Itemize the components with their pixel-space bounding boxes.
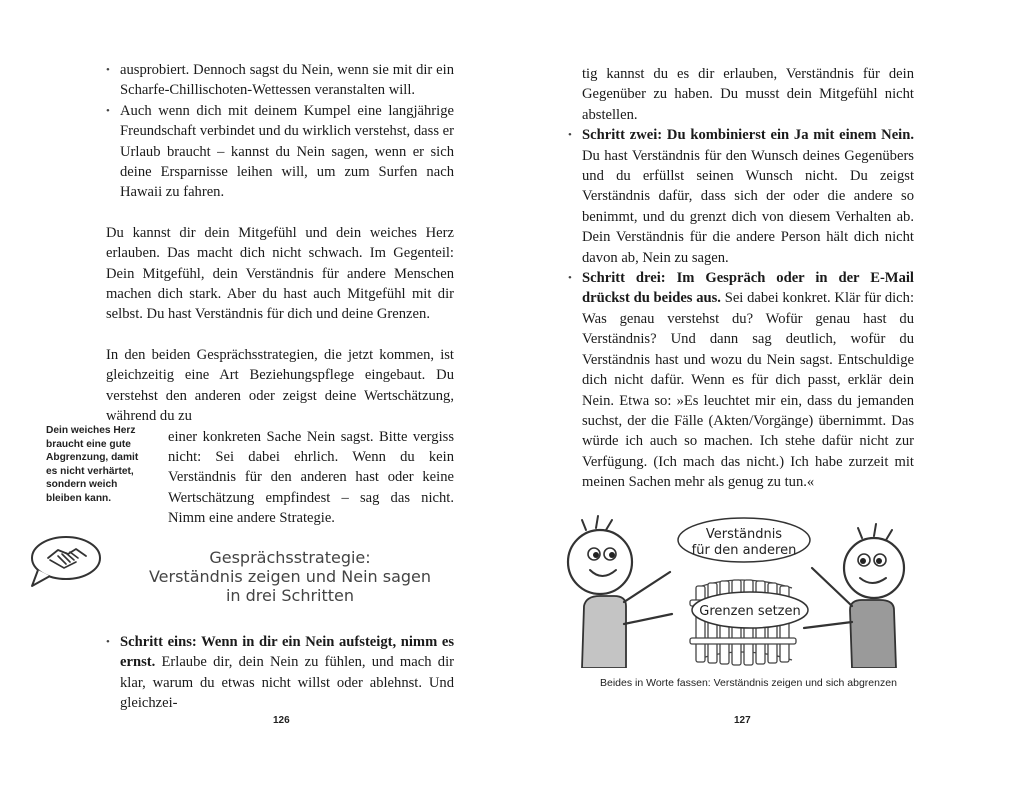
list-item [568, 125, 914, 268]
list-item-text: ausprobiert. Dennoch sagst du Nein, wenn sie mit dir ein Scharfe-Chillischoten-Wettessen veranstalten will. [120, 62, 454, 99]
margin-note: Dein weiches Herz braucht eine gute Abgrenzung, damit es nicht verhärtet, sondern weich bleiben kann. [46, 425, 139, 504]
heading-line: in drei Schritten [225, 586, 355, 605]
speech-bubble-understanding [678, 518, 810, 562]
page-number: 127 [734, 715, 751, 726]
list-item-text: Auch wenn dich mit deinem Kumpel eine langjährige Freundschaft verbindet und du wirklich verstehst, dass er Urlaub braucht – kannst du Nein sagen, wenn er sich deine Ersparnisse leihen will, um zum Surfen nach Hawaii zu fahren. [120, 102, 454, 201]
paragraph: Du kannst dir dein Mitgefühl und dein weiches Herz erlauben. Das macht dich nicht schwach. Im Gegenteil: Dein Mitgefühl, dein Verständnis für andere Menschen machen dich stark. Aber du hast auch Mitgefühl mit dir selbst. Du hast Verständnis für dich und deine Grenzen. [106, 224, 454, 323]
paragraph: In den beiden Gesprächsstrategien, die jetzt kommen, ist gleichzeitig eine Art Beziehungspflege eingebaut. Du verstehst den anderen oder zeigst deine Wertschätzung, während du zu [106, 346, 454, 425]
step-title: Schritt drei: Im Gespräch oder in der E-Mail drückst du beides aus. [582, 270, 914, 307]
paragraph: tig kannst du es dir erlauben, Verständnis für dein Gegenüber zu haben. Du musst dein Mitgefühl nicht abstellen. [582, 66, 914, 123]
illustration [560, 510, 920, 668]
list-item [106, 101, 454, 203]
list-item [106, 60, 454, 101]
step-text: Erlaube dir, dein Nein zu fühlen, und mach dir klar, warum du etwas nicht willst oder ablehnst. Und gleichzei- [120, 654, 454, 712]
left-figure-head [568, 530, 632, 594]
step-title: Schritt zwei: Du kombinierst ein Ja mit einem Nein. [582, 127, 914, 144]
list-item [106, 632, 454, 714]
left-body [106, 60, 454, 529]
page-number: 126 [273, 715, 290, 726]
illustration-caption: Beides in Worte fassen: Verständnis zeigen und sich abgrenzen [600, 677, 897, 689]
step-text: Du hast Verständnis für den Wunsch deines Gegenübers und du erfüllst seinen Wunsch nicht. Du zeigst Verständnis dafür, dass sich der oder die andere so benimmt, und du grenzt dich von diesem Verhalten ab. Dein Verständnis für die andere Person hält dich nicht davon ab, Nein zu sagen. [582, 147, 914, 266]
bubble-text: für den anderen [691, 543, 797, 558]
section-heading [135, 548, 445, 605]
bubble-text: Grenzen setzen [699, 604, 801, 619]
heading-line: Gesprächsstrategie: [209, 548, 371, 567]
heading-line: Verständnis zeigen und Nein sagen [148, 567, 432, 586]
list-item [568, 268, 914, 492]
right-figure-body [850, 600, 896, 668]
left-figure-body [582, 596, 626, 668]
handshake-speech-bubble-icon [24, 532, 104, 590]
bullet-list-top [106, 60, 454, 203]
right-figure-head [844, 538, 904, 598]
paragraph-indented: einer konkreten Sache Nein sagst. Bitte vergiss nicht: Sei dabei ehrlich. Wenn du kein Verständnis für den anderen hast oder keine Wertschätzung empfindest – sag das nicht. Nimm eine andere Strategie. [168, 428, 454, 527]
step-title: Schritt eins: Wenn in dir ein Nein aufsteigt, nimm es ernst. [120, 634, 454, 671]
right-page [510, 0, 1020, 812]
step-one [106, 632, 454, 714]
step-text: Sei dabei konkret. Klär für dich: Was genau verstehst du? Wofür genau hast du Verständnis? Und dann sag deutlich, wofür du Verständnis hast und wozu du Nein sagst. Entschuldige dich nicht dafür. Wenn es für dich passt, erklär dein Nein. Etwa so: »Es leuchtet mir ein, dass du jemanden suchst, der die Fälle (Akten/Vorgänge) übernimmt. Das würde ich auch so machen. Ich stehe dafür nicht zur Verfügung. (Ich mach das nicht.) Ich habe zurzeit mit meinen Sachen mehr als genug zu tun.« [582, 290, 915, 491]
right-body [568, 64, 914, 493]
bubble-text: Verständnis [705, 527, 783, 542]
speech-bubble-boundaries [692, 592, 808, 628]
